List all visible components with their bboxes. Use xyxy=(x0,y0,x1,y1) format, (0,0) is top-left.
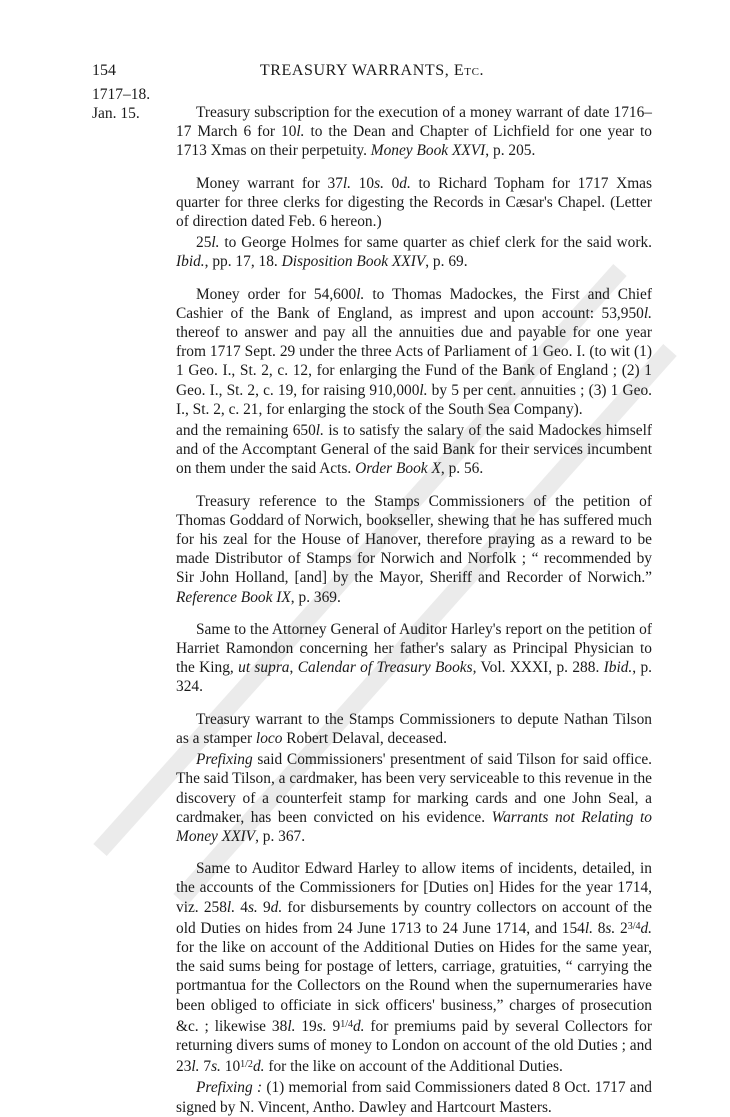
text: Treasury reference to the Stamps Commissioners of the petition of Thomas Goddard of Norwich, bookseller, shewing that he has suffered much for his zeal for the House of Hanover, therefore praying as a reward to be made Distributor of Stamps for Norwich and Norfolk ; “ recommended by Sir John Holland, [and] by the Mayor, Sheriff and Recorder of Norwich.” xyxy=(176,492,652,587)
unit: l. xyxy=(211,234,220,252)
text: , p. 69. xyxy=(425,253,468,271)
entry-harley-prefixing xyxy=(176,1078,652,1116)
unit: s. xyxy=(374,174,384,192)
unit: d. xyxy=(252,1058,265,1076)
running-head-caps: TREASURY WARRANTS, E xyxy=(259,62,465,79)
running-head-smallcaps: tc. xyxy=(464,62,485,79)
entry-holmes xyxy=(176,233,652,271)
margin-date: Jan. 15. xyxy=(92,105,140,122)
text: 2 xyxy=(615,919,628,937)
unit: s. xyxy=(211,1058,221,1076)
text: said Commissioners' presentment of said Tilson for said office. The said Tilson, a cardmaker, has been very serviceable to this revenue in the discovery of a counterfeit stamp for marking cards and one John Seal, a cardmaker, has been convicted on his evidence. xyxy=(176,751,652,826)
text: 10 xyxy=(220,1058,241,1076)
entry-lichfield xyxy=(176,103,652,161)
text: for disbursements by country collectors on account of the old Duties on hides from 24 June 1713 to 24 June 1714, and 154 xyxy=(176,898,652,937)
text: to Richard Topham for 1717 Xmas quarter for three clerks for digesting the Records in Cæsar's Chapel. (Letter of direction dated Feb. 6 hereon.) xyxy=(176,174,652,231)
entry-ramondon xyxy=(176,620,652,697)
text: (1) memorial from said Commissioners dated 8 Oct. 1717 and signed by N. Vincent, Antho. Dawley and Hartcourt Masters. xyxy=(176,1079,652,1116)
source-ref: Money Book XXVI xyxy=(370,142,486,160)
page-header xyxy=(92,62,652,84)
text: Robert Delaval, deceased. xyxy=(282,729,447,747)
latin-phrase: ut supra xyxy=(238,659,290,677)
text: 10 xyxy=(351,174,375,192)
unit: l. xyxy=(356,285,365,303)
text: is to satisfy the salary of the said Madockes himself and of the Accomptant General of the said Bank for their services incumbent on them under the said Acts. xyxy=(176,422,652,478)
text: , p. 205. xyxy=(485,142,536,160)
unit: l. xyxy=(342,174,352,192)
text: 0 xyxy=(383,174,400,192)
source-ref: Ibid. xyxy=(176,253,205,271)
unit: d. xyxy=(640,919,653,937)
text: for premiums paid by several Collectors for returning divers sums of money to London on account of the old Duties ; and 23 xyxy=(176,1017,652,1076)
text: by 5 per cent. annuities ; (3) 1 Geo. I., St. 2, c. 21, for enlarging the stock of the South Sea Company). xyxy=(176,381,652,418)
unit: l. xyxy=(226,898,236,916)
unit: s. xyxy=(247,898,258,916)
entry-madockes xyxy=(176,285,652,419)
fraction: 3/4 xyxy=(627,920,641,932)
text: thereof to answer and pay all the annuities due and payable for one year from 1717 Sept. 29 under the three Acts of Parliament of 1 Geo. I. (to wit (1) 1 Geo. I., St. 2, c. 12, for enlarging the Fund of the Bank of England ; (2) 1 Geo. I., St. 2, c. 19, for raising 910,000 xyxy=(176,324,652,399)
text: 7 xyxy=(199,1058,212,1076)
source-ref: Reference Book IX xyxy=(176,588,291,606)
text: for the like on account of the Additional Duties. xyxy=(264,1058,563,1076)
source-ref: Calendar of Treasury Books, xyxy=(297,659,477,677)
unit: d. xyxy=(352,1017,365,1035)
text: , p. 56. xyxy=(440,460,484,478)
entry-topham xyxy=(176,174,652,232)
text: 4 xyxy=(235,898,248,916)
latin-phrase: loco xyxy=(255,729,283,747)
unit: l. xyxy=(296,123,305,141)
text: for the like on account of the Additional Duties on Hides for the same year, the said sums being for postage of letters, carriage, gratuities, “ carrying the portmantua for the Collectors on the Round when the supernumeraries have been obliged to officiate in sick officers' business,” charges of prosecution &c. ; likewise 38 xyxy=(176,938,652,1035)
text: Same to the Attorney General of Auditor Harley's report on the petition of Harriet Ramondon concerning her father's salary as Principal Physician to the King, xyxy=(176,620,652,677)
entry-tilson-prefixing xyxy=(176,750,652,846)
entry-madockes-remainder xyxy=(176,421,652,479)
text: , p. 369. xyxy=(290,588,341,606)
text: Same to Auditor Edward Harley to allow items of incidents, detailed, in the accounts of the Commissioners for [Duties on] Hides for the year 1714, viz. 258 xyxy=(176,860,652,916)
entry-harley-hides xyxy=(176,859,652,1076)
text: to George Holmes for same quarter as chief clerk for the said work. xyxy=(219,234,652,252)
margin-year: 1717–18. xyxy=(92,86,151,103)
source-ref: Disposition Book XXIV xyxy=(281,253,426,271)
unit: d. xyxy=(270,898,283,916)
margin-dates xyxy=(92,85,172,123)
text: Money order for 54,600 xyxy=(196,285,357,303)
text: , p. 367. xyxy=(255,827,306,845)
text: to Thomas Madockes, the First and Chief Cashier of the Bank of England, as imprest and upon account: 53,950 xyxy=(176,285,652,322)
text: , pp. 17, 18. xyxy=(204,253,282,271)
source-ref: Order Book X xyxy=(355,460,441,478)
unit: d. xyxy=(399,174,411,192)
text: to the Dean and Chapter of Lichfield for one year to 1713 Xmas on their perpetuity. xyxy=(176,123,652,160)
prefixing-label: Prefixing : xyxy=(196,1079,263,1097)
text: 9 xyxy=(326,1017,341,1035)
text: 9 xyxy=(257,898,271,916)
entry-tilson xyxy=(176,710,652,748)
unit: l. xyxy=(191,1058,200,1076)
text: 25 xyxy=(196,234,212,252)
text: Treasury warrant to the Stamps Commissioners to depute Nathan Tilson as a stamper xyxy=(176,710,652,747)
text: Treasury subscription for the execution of a money warrant of date 1716–17 March 6 for 10 xyxy=(176,104,652,141)
text: 19 xyxy=(295,1017,317,1035)
page-number: 154 xyxy=(92,62,116,79)
text: 8 xyxy=(593,919,606,937)
text: and the remaining 650 xyxy=(176,422,316,440)
fraction: 1/2 xyxy=(240,1059,253,1071)
unit: s. xyxy=(605,919,616,937)
source-ref: Ibid. xyxy=(603,659,633,677)
prefixing-label: Prefixing xyxy=(196,751,253,769)
unit: l. xyxy=(584,919,593,937)
text: , p. 324. xyxy=(176,659,653,696)
text: Money warrant for 37 xyxy=(196,174,343,192)
unit: s. xyxy=(316,1017,327,1035)
unit: l. xyxy=(287,1017,296,1035)
source-ref: Warrants not Relating to Money XXIV xyxy=(176,808,652,845)
document-body xyxy=(176,103,652,1117)
text: , xyxy=(289,659,298,677)
entry-goddard xyxy=(176,492,652,607)
text: Vol. XXXI, p. 288. xyxy=(476,659,604,677)
running-head xyxy=(92,62,652,80)
fraction: 1/4 xyxy=(340,1018,353,1030)
unit: l. xyxy=(315,422,324,440)
unit: l. xyxy=(643,304,652,322)
unit: l. xyxy=(419,381,428,399)
